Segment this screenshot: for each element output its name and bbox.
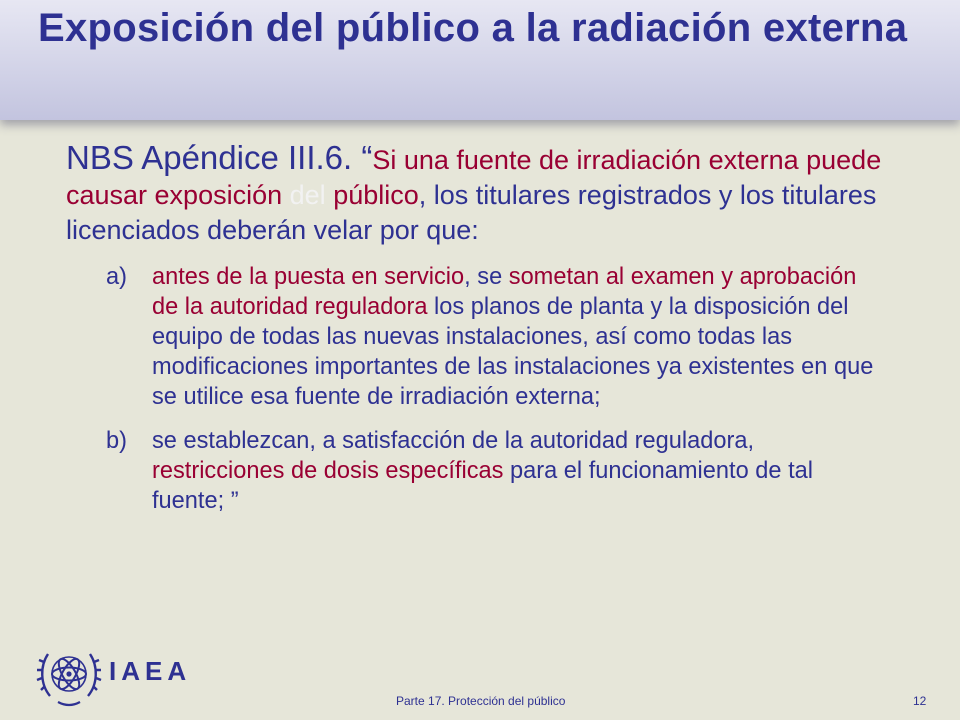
- slide-content: [66, 140, 886, 516]
- list-item-a: [66, 262, 886, 412]
- item-b-highlight: restricciones de dosis específicas: [152, 458, 504, 484]
- lead-paragraph: [66, 140, 886, 248]
- iaea-wordmark: IAEA: [109, 656, 192, 686]
- requirements-list: [66, 262, 886, 516]
- lead-faint-text: del: [282, 180, 326, 210]
- lead-reference: NBS Apéndice III.6. “: [66, 139, 373, 176]
- lead-highlight-publico: público: [333, 180, 419, 210]
- lead-highlight: Si una fuente de irradiación externa puede causar exposición: [66, 145, 882, 210]
- item-b-text-2: para el funcionamiento de tal fuente; ”: [152, 458, 813, 514]
- title-band: [0, 0, 960, 120]
- item-a-text-2: los planos de planta y la disposición del equipo de todas las nuevas instalaciones, así como todas las modificaciones importantes de las instalaciones ya existentes en que se utilice esa fuente de irradiación externa;: [152, 294, 874, 410]
- page-number: 12: [913, 694, 927, 708]
- item-a-highlight-1: antes de la puesta en servicio: [152, 264, 465, 290]
- list-item-b: [66, 426, 886, 516]
- iaea-emblem-icon: [34, 640, 104, 710]
- item-a-text-1: , se: [464, 264, 509, 290]
- item-b-text-1: se establezcan, a satisfacción de la autoridad reguladora,: [152, 428, 755, 454]
- lead-rest: , los titulares registrados y los titulares licenciados deberán velar por que:: [66, 180, 877, 245]
- list-marker-b: b): [106, 428, 127, 454]
- item-a-highlight-2: sometan al examen y aprobación de la autoridad reguladora: [152, 264, 857, 320]
- footer-text: Parte 17. Protección del público: [396, 694, 566, 708]
- list-marker-a: a): [106, 264, 127, 290]
- slide-title: Exposición del público a la radiación externa: [38, 6, 908, 50]
